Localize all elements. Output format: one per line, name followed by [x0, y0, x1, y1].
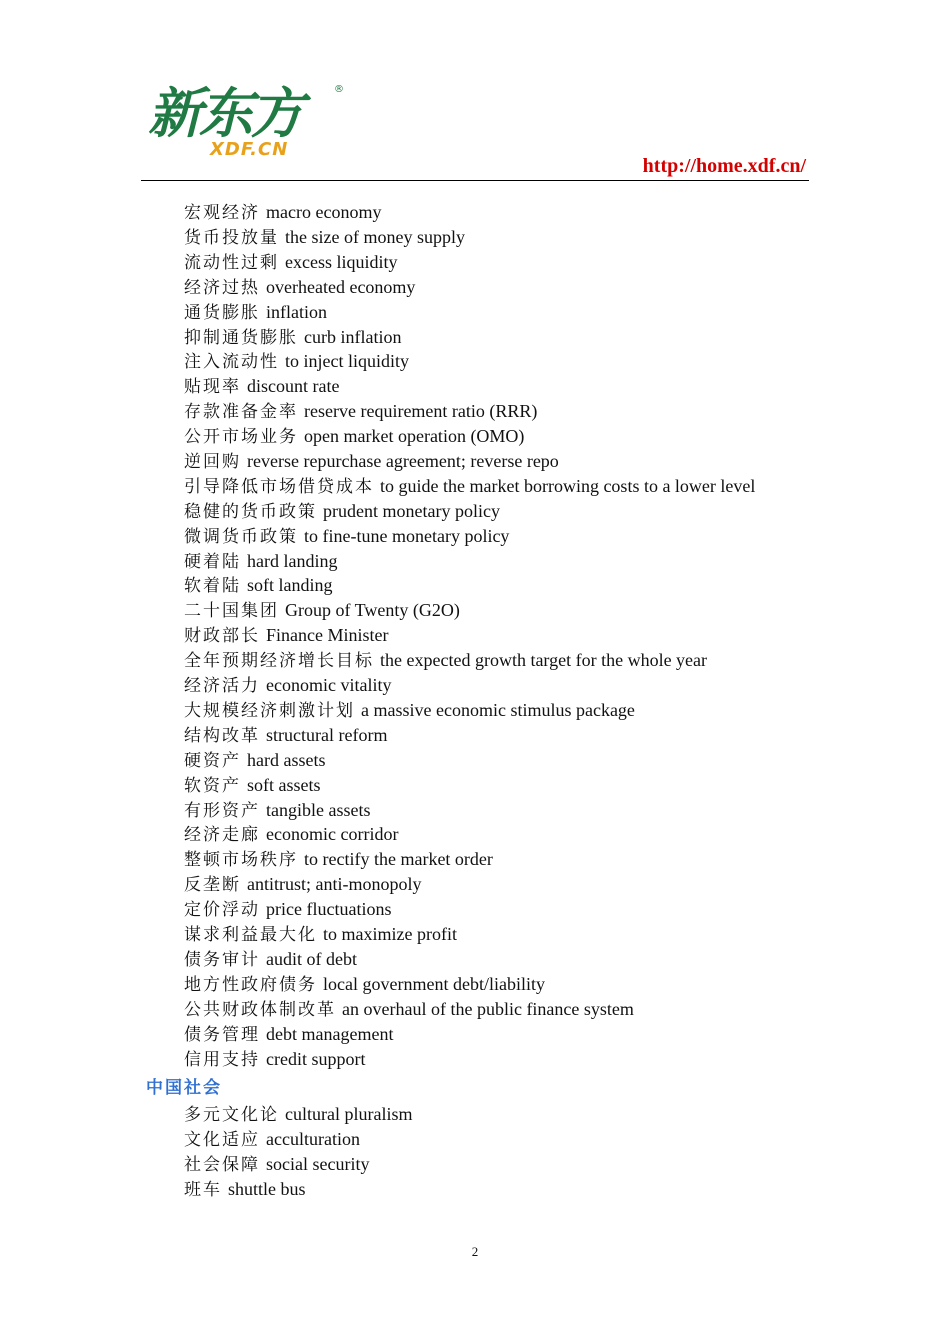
term-english: Finance Minister [266, 625, 389, 645]
term-english: the expected growth target for the whole year [380, 650, 708, 670]
term-chinese: 社会保障 [184, 1155, 260, 1175]
glossary-entry [184, 374, 339, 399]
term-chinese: 财政部长 [184, 626, 260, 646]
term-english: antitrust; anti-monopoly [247, 874, 422, 894]
term-english: tangible assets [266, 800, 371, 820]
term-chinese: 班车 [184, 1180, 222, 1200]
glossary-entry [184, 225, 465, 250]
term-english: discount rate [247, 376, 340, 396]
term-chinese: 谋求利益最大化 [184, 925, 317, 945]
logo-chinese-text: 新东方 [148, 82, 301, 145]
term-chinese: 公共财政体制改革 [184, 1000, 336, 1020]
term-chinese: 多元文化论 [184, 1105, 279, 1125]
glossary-entry [184, 499, 500, 524]
term-chinese: 文化适应 [184, 1130, 260, 1150]
glossary-entry [184, 200, 381, 225]
term-english: to fine-tune monetary policy [304, 526, 510, 546]
term-chinese: 引导降低市场借贷成本 [184, 477, 374, 497]
registered-mark: ® [334, 84, 344, 95]
logo-english-text: XDF.CN [210, 139, 289, 160]
glossary-entry [184, 549, 337, 574]
term-english: hard assets [247, 750, 326, 770]
glossary-entry [184, 424, 524, 449]
glossary-entry [184, 300, 327, 325]
term-english: acculturation [266, 1129, 360, 1149]
term-chinese: 反垄断 [184, 875, 241, 895]
glossary-entry [184, 1127, 360, 1152]
term-chinese: 结构改革 [184, 726, 260, 746]
term-english: debt management [266, 1024, 394, 1044]
glossary-entry [184, 1102, 412, 1127]
glossary-entry [184, 847, 493, 872]
term-chinese: 微调货币政策 [184, 527, 298, 547]
term-english: a massive economic stimulus package [361, 700, 635, 720]
term-chinese: 整顿市场秩序 [184, 850, 298, 870]
term-english: to rectify the market order [304, 849, 493, 869]
glossary-entry [184, 822, 398, 847]
term-chinese: 贴现率 [184, 377, 241, 397]
term-english: Group of Twenty (G2O) [285, 600, 460, 620]
glossary-entry [184, 1047, 365, 1072]
term-english: price fluctuations [266, 899, 392, 919]
term-chinese: 经济走廊 [184, 825, 260, 845]
glossary-entry [184, 872, 421, 897]
term-chinese: 经济过热 [184, 278, 260, 298]
term-english: inflation [266, 302, 327, 322]
glossary-entry [184, 275, 415, 300]
header-url-link[interactable]: http://home.xdf.cn/ [642, 155, 806, 177]
term-chinese: 债务管理 [184, 1025, 260, 1045]
header-divider [141, 180, 809, 181]
term-english: macro economy [266, 202, 382, 222]
term-english: local government debt/liability [323, 974, 545, 994]
term-english: to guide the market borrowing costs to a lower level [380, 476, 756, 496]
term-chinese: 宏观经济 [184, 203, 260, 223]
term-chinese: 经济活力 [184, 676, 260, 696]
term-english: overheated economy [266, 277, 416, 297]
term-english: cultural pluralism [285, 1104, 413, 1124]
term-chinese: 债务审计 [184, 950, 260, 970]
term-english: open market operation (OMO) [304, 426, 525, 446]
glossary-entry [184, 524, 509, 549]
glossary-entry [184, 1022, 393, 1047]
term-english: soft assets [247, 775, 321, 795]
term-english: an overhaul of the public finance system [342, 999, 634, 1019]
term-chinese: 有形资产 [184, 801, 260, 821]
glossary-entry [184, 648, 707, 673]
term-chinese: 硬着陆 [184, 552, 241, 572]
glossary-entry [184, 325, 401, 350]
glossary-entry [184, 1152, 369, 1177]
glossary-entry [184, 798, 370, 823]
glossary-entry [184, 897, 391, 922]
glossary-entry [184, 698, 635, 723]
term-chinese: 逆回购 [184, 452, 241, 472]
glossary-entry [184, 972, 545, 997]
glossary-entry [184, 997, 634, 1022]
term-english: prudent monetary policy [323, 501, 500, 521]
term-english: excess liquidity [285, 252, 398, 272]
term-english: reserve requirement ratio (RRR) [304, 401, 538, 421]
term-english: economic vitality [266, 675, 392, 695]
glossary-entry [184, 349, 409, 374]
term-english: curb inflation [304, 327, 402, 347]
term-chinese: 货币投放量 [184, 228, 279, 248]
glossary-entry [184, 922, 457, 947]
term-english: audit of debt [266, 949, 357, 969]
glossary-entry [184, 474, 755, 499]
term-chinese: 抑制通货膨胀 [184, 328, 298, 348]
term-english: structural reform [266, 725, 388, 745]
glossary-entry [184, 623, 388, 648]
page-number: 2 [471, 1244, 479, 1259]
term-chinese: 信用支持 [184, 1050, 260, 1070]
term-chinese: 软资产 [184, 776, 241, 796]
term-english: social security [266, 1154, 370, 1174]
term-chinese: 大规模经济刺激计划 [184, 701, 355, 721]
term-chinese: 流动性过剩 [184, 253, 279, 273]
term-chinese: 地方性政府债务 [184, 975, 317, 995]
term-english: reverse repurchase agreement; reverse repo [247, 451, 559, 471]
term-chinese: 二十国集团 [184, 601, 279, 621]
term-chinese: 公开市场业务 [184, 427, 298, 447]
glossary-entry [184, 947, 357, 972]
glossary-entry [184, 598, 460, 623]
term-chinese: 稳健的货币政策 [184, 502, 317, 522]
section-heading: 中国社会 [146, 1078, 222, 1098]
term-english: economic corridor [266, 824, 399, 844]
term-chinese: 注入流动性 [184, 352, 279, 372]
glossary-entry [184, 723, 387, 748]
term-chinese: 通货膨胀 [184, 303, 260, 323]
term-english: shuttle bus [228, 1179, 306, 1199]
glossary-entry [184, 573, 333, 598]
glossary-entry [184, 673, 391, 698]
term-english: the size of money supply [285, 227, 465, 247]
term-english: to inject liquidity [285, 351, 409, 371]
glossary-entry [184, 748, 325, 773]
glossary-entry [184, 449, 559, 474]
term-chinese: 硬资产 [184, 751, 241, 771]
term-chinese: 定价浮动 [184, 900, 260, 920]
term-chinese: 软着陆 [184, 576, 241, 596]
xdf-logo [148, 84, 348, 160]
term-english: credit support [266, 1049, 366, 1069]
term-english: to maximize profit [323, 924, 457, 944]
glossary-entry [184, 250, 397, 275]
term-chinese: 全年预期经济增长目标 [184, 651, 374, 671]
term-english: hard landing [247, 551, 338, 571]
term-english: soft landing [247, 575, 333, 595]
glossary-entry [184, 773, 321, 798]
glossary-entry [184, 399, 537, 424]
glossary-entry [184, 1177, 306, 1202]
term-chinese: 存款准备金率 [184, 402, 298, 422]
